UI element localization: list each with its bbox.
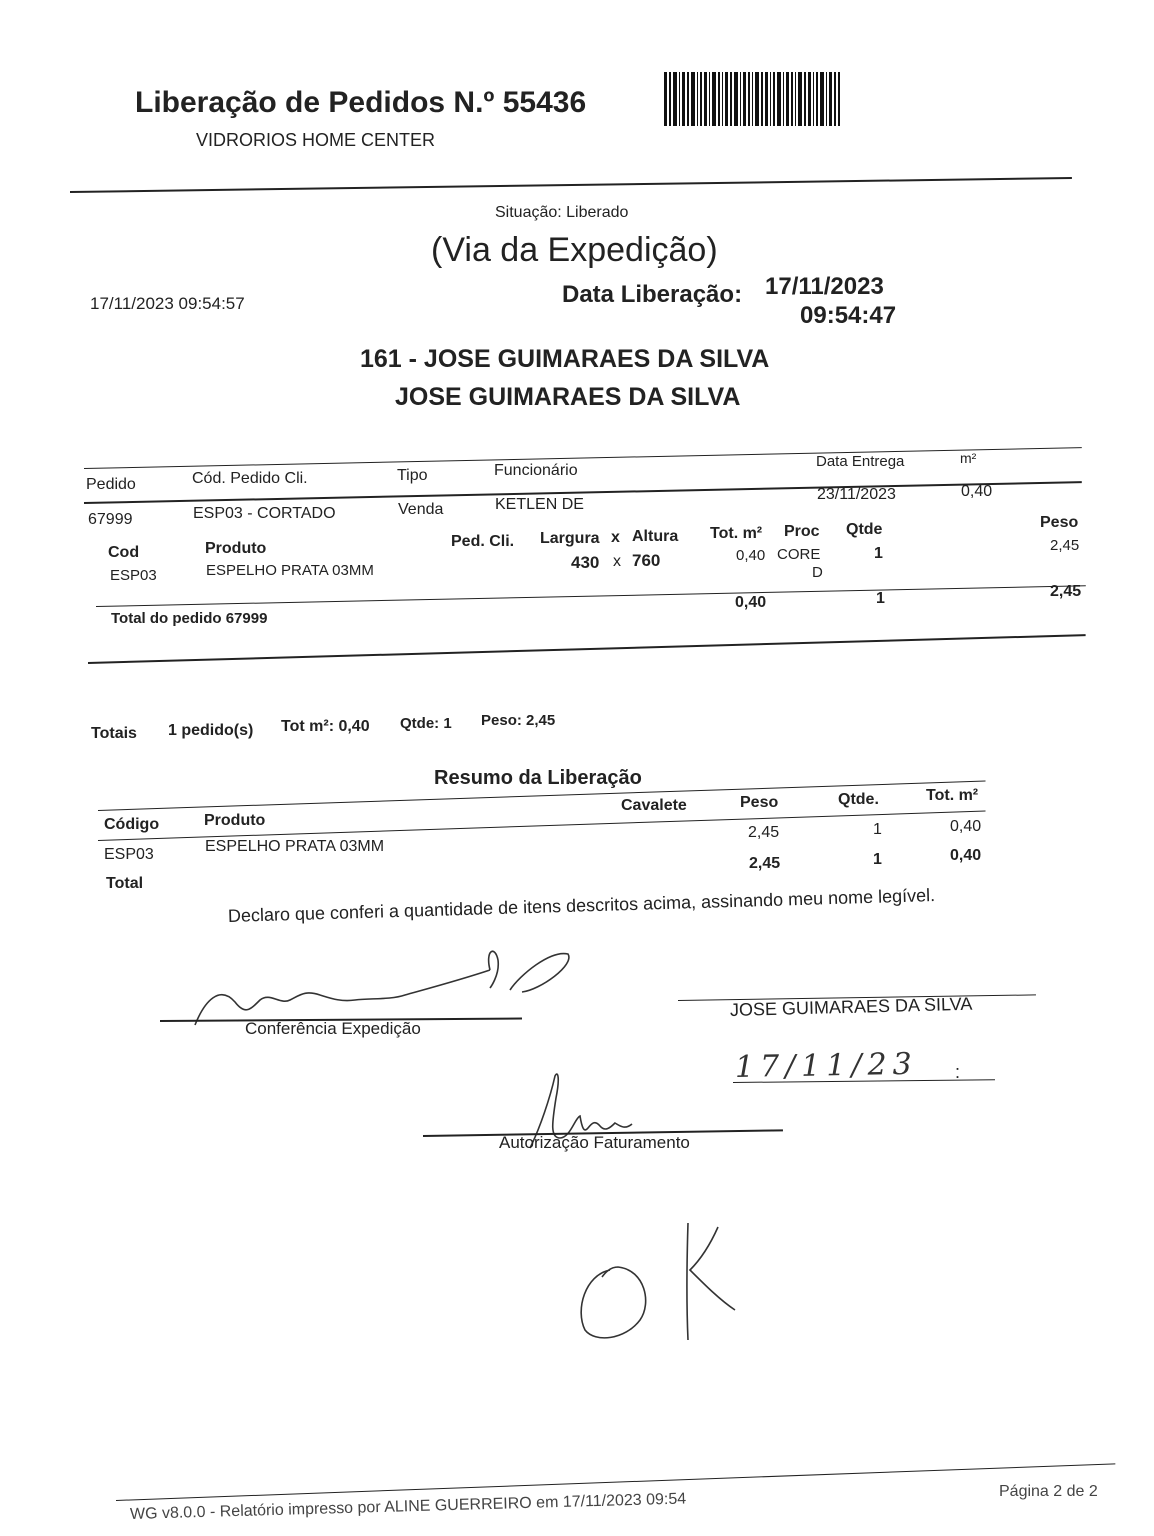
client-line-2: JOSE GUIMARAES DA SILVA bbox=[395, 383, 741, 411]
header-divider bbox=[70, 177, 1072, 193]
summary-qtde: 1 bbox=[873, 821, 882, 838]
status-label: Situação: Liberado bbox=[495, 204, 629, 221]
item-altura: 760 bbox=[632, 551, 661, 570]
client-signature-name: JOSE GUIMARAES DA SILVA bbox=[729, 993, 973, 1020]
items-total-line bbox=[96, 585, 1086, 607]
totals-peso: Peso: 2,45 bbox=[481, 712, 556, 729]
summary-produto: ESPELHO PRATA 03MM bbox=[205, 838, 385, 855]
item-tot-m2: 0,40 bbox=[736, 547, 766, 564]
summary-codigo: ESP03 bbox=[104, 846, 154, 863]
handwritten-date: 17/11/23 bbox=[734, 1046, 919, 1085]
order-total-label: Total do pedido 67999 bbox=[111, 610, 268, 627]
col-data-entrega: Data Entrega bbox=[816, 453, 905, 470]
release-time: 09:54:47 bbox=[800, 302, 897, 329]
item-proc-cont: D bbox=[812, 564, 823, 581]
item-col-largura: Largura bbox=[540, 530, 600, 547]
time-placeholder: : bbox=[955, 1062, 961, 1082]
totals-label: Totais bbox=[91, 725, 137, 742]
totals-tot-m2: Tot m²: 0,40 bbox=[281, 718, 370, 735]
release-date: 17/11/2023 bbox=[765, 273, 884, 300]
print-datetime: 17/11/2023 09:54:57 bbox=[90, 294, 245, 313]
handwritten-ok bbox=[570, 1215, 750, 1345]
item-col-cod: Cod bbox=[108, 544, 140, 561]
item-qtde: 1 bbox=[874, 545, 883, 562]
item-col-produto: Produto bbox=[205, 540, 267, 557]
item-peso: 2,45 bbox=[1050, 537, 1080, 554]
item-col-qtde: Qtde bbox=[846, 521, 883, 538]
item-cod: ESP03 bbox=[110, 567, 157, 584]
item-col-tot-m2: Tot. m² bbox=[710, 525, 763, 542]
col-m2: m² bbox=[960, 450, 977, 466]
order-number: 67999 bbox=[88, 511, 133, 528]
release-label: Data Liberação: bbox=[562, 281, 743, 308]
order-total-qtde: 1 bbox=[876, 590, 885, 607]
summary-total-m2: 0,40 bbox=[950, 847, 982, 864]
order-total-peso: 2,45 bbox=[1050, 583, 1082, 600]
item-col-ped-cli: Ped. Cli. bbox=[451, 533, 515, 550]
summary-col-cavalete: Cavalete bbox=[621, 797, 687, 814]
order-data-entrega: 23/11/2023 bbox=[817, 486, 896, 503]
item-col-altura: Altura bbox=[632, 528, 679, 545]
declaration-text: Declaro que conferi a quantidade de itens descritos acima, assinando meu nome legível. bbox=[227, 885, 936, 926]
item-largura: 430 bbox=[571, 553, 600, 572]
item-x: x bbox=[613, 553, 621, 570]
order-m2: 0,40 bbox=[961, 483, 993, 500]
summary-total-peso: 2,45 bbox=[749, 855, 781, 872]
summary-col-qtde: Qtde. bbox=[838, 791, 879, 808]
item-produto: ESPELHO PRATA 03MM bbox=[206, 562, 374, 579]
order-bottom-line bbox=[88, 634, 1086, 664]
order-cod-cli: ESP03 - CORTADO bbox=[193, 505, 336, 522]
item-proc: CORE bbox=[777, 546, 821, 563]
page-number: Página 2 de 2 bbox=[999, 1483, 1098, 1500]
summary-col-codigo: Código bbox=[104, 816, 160, 833]
order-funcionario: KETLEN DE bbox=[495, 496, 584, 513]
copy-type: (Via da Expedição) bbox=[431, 231, 718, 269]
autorizacao-label: Autorização Faturamento bbox=[499, 1133, 690, 1152]
col-cod-pedido-cli: Cód. Pedido Cli. bbox=[192, 470, 308, 487]
item-col-peso: Peso bbox=[1040, 514, 1079, 531]
summary-col-tot-m2: Tot. m² bbox=[926, 787, 979, 804]
summary-col-produto: Produto bbox=[204, 812, 266, 829]
client-line-1: 161 - JOSE GUIMARAES DA SILVA bbox=[360, 345, 770, 373]
totals-qtde: Qtde: 1 bbox=[400, 715, 452, 732]
col-tipo: Tipo bbox=[397, 467, 428, 484]
item-col-x: x bbox=[611, 529, 620, 546]
summary-peso: 2,45 bbox=[748, 824, 780, 841]
barcode-icon bbox=[664, 72, 840, 126]
summary-tot-m2: 0,40 bbox=[950, 818, 982, 835]
conferencia-label: Conferência Expedição bbox=[245, 1019, 421, 1038]
summary-title: Resumo da Liberação bbox=[434, 767, 642, 789]
summary-col-peso: Peso bbox=[740, 794, 779, 811]
summary-total-label: Total bbox=[106, 875, 144, 892]
col-funcionario: Funcionário bbox=[494, 462, 578, 479]
item-col-proc: Proc bbox=[784, 523, 820, 540]
order-total-m2: 0,40 bbox=[735, 594, 767, 611]
col-pedido: Pedido bbox=[86, 476, 136, 493]
summary-total-qtde: 1 bbox=[873, 851, 882, 868]
printed-by: WG v8.0.0 - Relatório impresso por ALINE GUERREIRO em 17/11/2023 09:54 bbox=[129, 1490, 687, 1523]
totals-pedidos: 1 pedido(s) bbox=[168, 722, 254, 739]
order-top-line bbox=[84, 447, 1082, 469]
document-title: Liberação de Pedidos N.º 55436 bbox=[135, 86, 587, 119]
company-name: VIDRORIOS HOME CENTER bbox=[196, 130, 436, 150]
order-tipo: Venda bbox=[398, 501, 444, 518]
